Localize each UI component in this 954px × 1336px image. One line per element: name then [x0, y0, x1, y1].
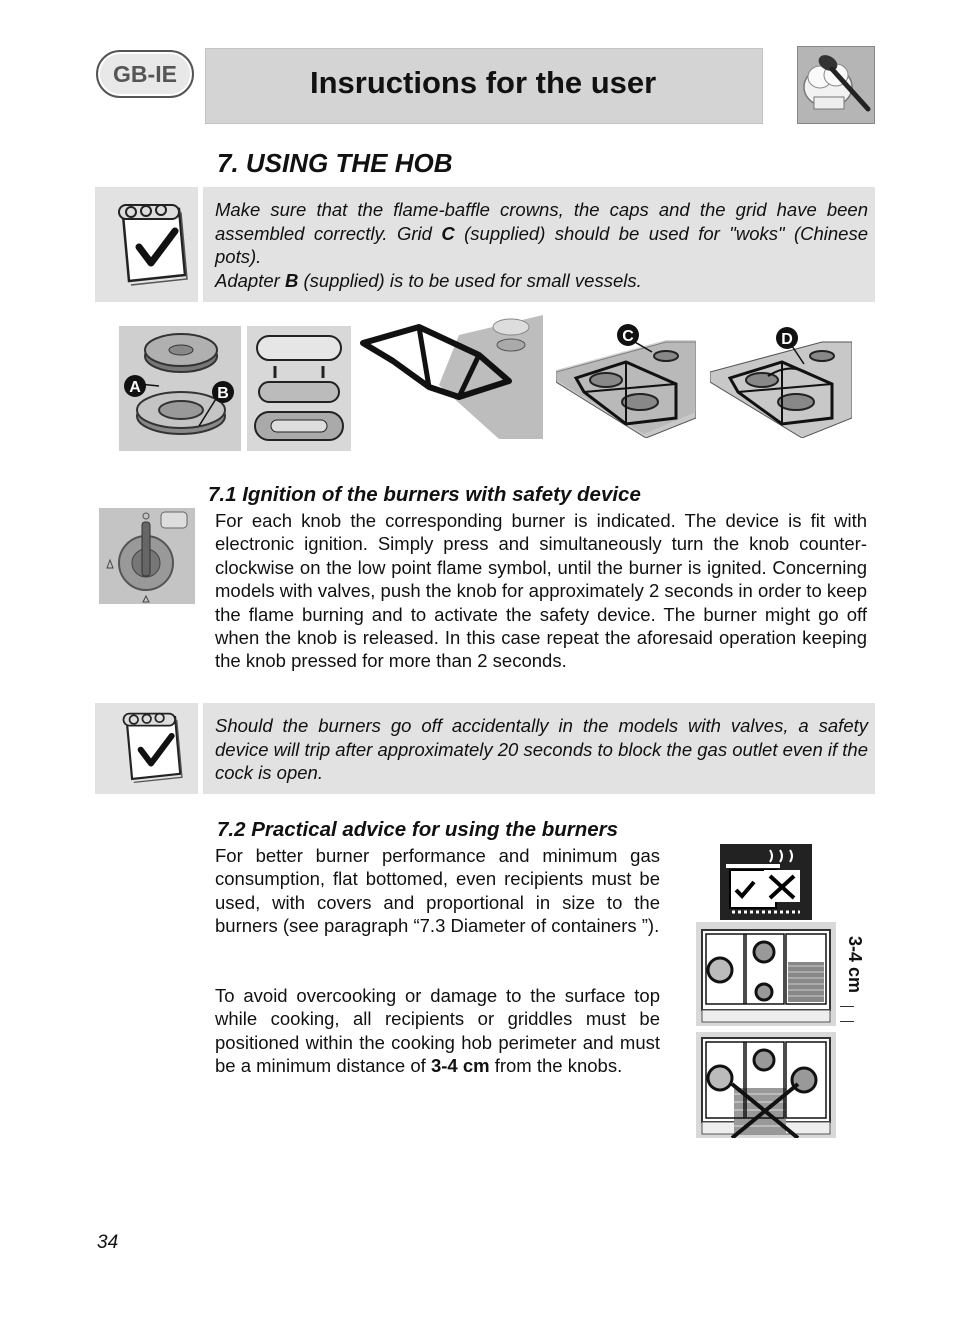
- header-title-bar: [205, 48, 763, 124]
- distance-marker: [840, 1006, 854, 1022]
- chef-hat-spoon-icon: [797, 46, 875, 124]
- burner-crown-figure: [119, 326, 241, 451]
- advice-text-2: To avoid overcooking or damage to the surface top while cooking, all recipients or griddles must be positioned within the cooking hob perimeter and must be a minimum distance of 3-4 cm from the knobs.: [215, 985, 660, 1077]
- distance-label: 3-4 cm: [845, 936, 865, 994]
- hob-incorrect-figure: [696, 1032, 836, 1138]
- checklist-icon: [101, 195, 201, 295]
- label-d: D: [781, 331, 793, 348]
- note-icon-cell: [95, 187, 203, 302]
- note-icon-cell: [95, 703, 203, 794]
- page-title: Insructions for the user: [310, 65, 657, 100]
- section-title: 7. USING THE HOB: [217, 148, 453, 178]
- hob-correct-figure: [696, 922, 836, 1026]
- page-number: 34: [97, 1232, 119, 1253]
- note-box-assembly: [95, 187, 875, 302]
- checklist-icon: [101, 705, 201, 791]
- note-text-safety: Should the burners go off accidentally in the models with valves, a safety device will trip after approximately 20 seconds to block the gas outlet even if the cock is open.: [215, 715, 868, 783]
- gas-knob-icon: [99, 508, 195, 604]
- hob-grid-c-figure: [556, 322, 696, 438]
- label-a: A: [129, 379, 141, 396]
- hob-grid-d-figure: [710, 322, 852, 438]
- note-text-assembly: Make sure that the flame-baffle crowns, the caps and the grid have been assembled correctly. Grid C (supplied) should be used for "woks" (Chinese pots). Adapter B (supplied) is to be used for small vessels.: [215, 199, 868, 291]
- label-c: C: [622, 328, 634, 345]
- country-badge-label: GB-IE: [113, 60, 177, 87]
- ignition-text: For each knob the corresponding burner is indicated. The device is fit with electronic ignition. Simply press and simultaneously turn the knob counter-clockwise on the low point flame symbol, until the burner is ignited. Concerning models with valves, push the knob for approximately 2 seconds in order to keep the flame burning and to activate the safety device. The burner might go off when the knob is released. In this case repeat the aforesaid operation keeping the knob pressed for more than 2 seconds.: [215, 510, 867, 672]
- label-b: B: [217, 385, 229, 402]
- subsection-title-ignition: 7.1 Ignition of the burners with safety device: [208, 483, 641, 506]
- pot-lid-icon: [720, 844, 812, 920]
- adapter-figure: [247, 326, 351, 451]
- subsection-title-advice: 7.2 Practical advice for using the burners: [217, 818, 619, 841]
- advice-text-1: For better burner performance and minimum gas consumption, flat bottomed, even recipients must be used, with covers and proportional in size to the burners (see paragraph “7.3 Diameter of containers ”).: [215, 845, 660, 937]
- country-badge: [96, 50, 194, 98]
- wok-grid-figure: [359, 315, 543, 439]
- note-box-safety: [95, 703, 875, 794]
